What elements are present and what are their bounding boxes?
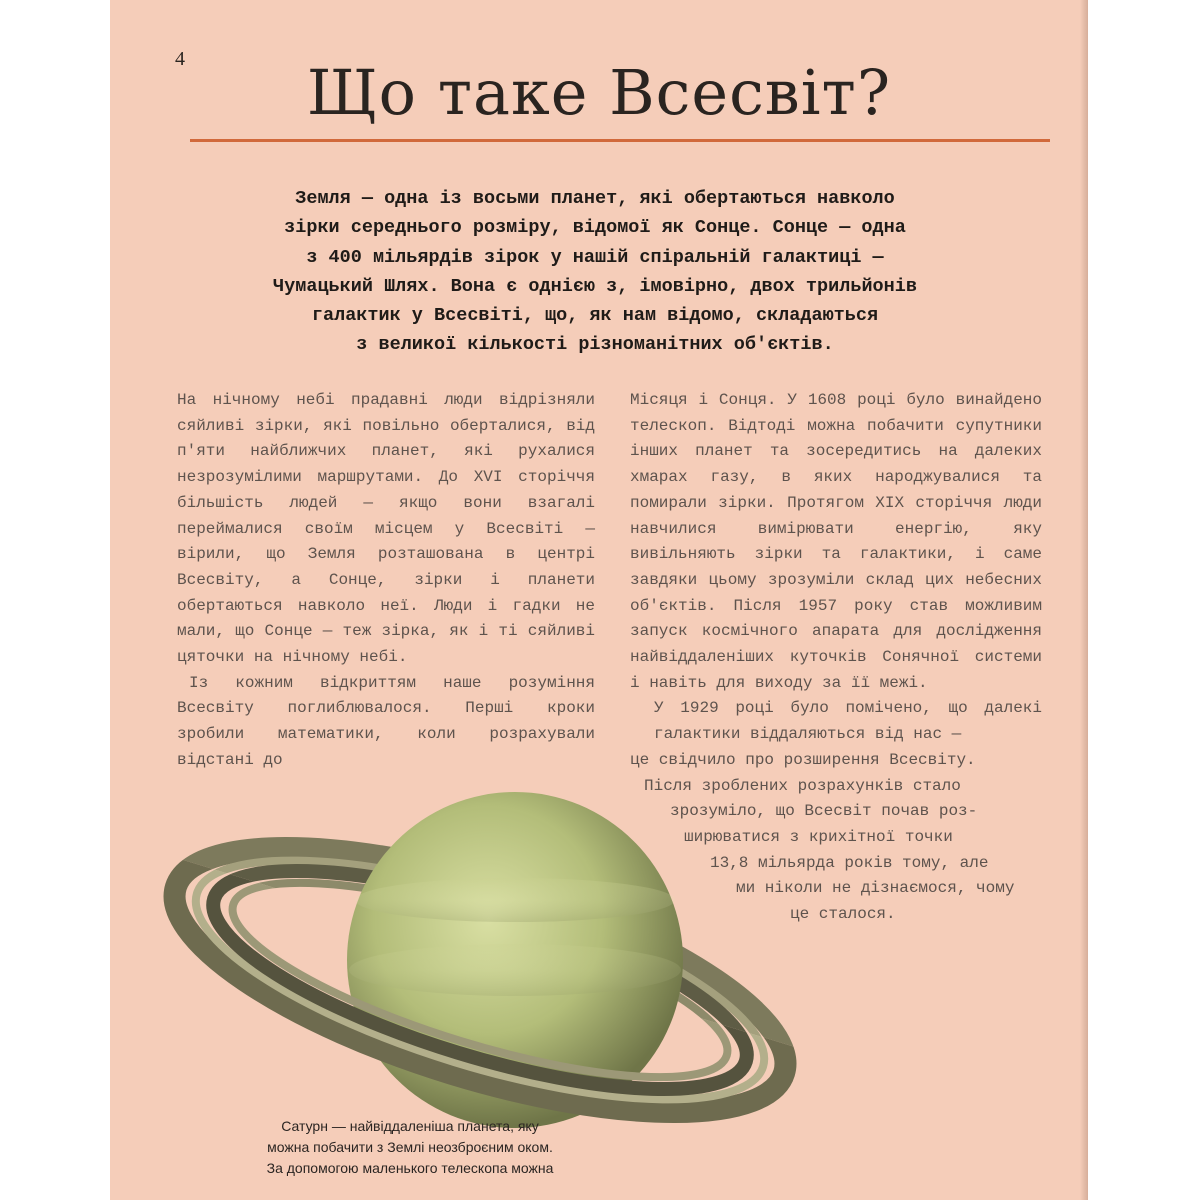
body-paragraph: Місяця і Сонця. У 1608 році було винайдено телескоп. Відтоді можна побачити супутники інших планет та зосередитись на далеких хмарах газу, в яких народжувалися та помирали зірки. Протягом XIX сторіччя люди навчилися вимірювати енергію, яку вивільняють зірки та галактики, і саме завдяки цьому зрозуміли склад цих небесних об'єктів. Після 1957 року став можливим запуск космічного апарата для дослідження найвіддаленіших куточків Сонячної системи і навіть для виходу за її межі.	[630, 391, 1042, 692]
body-line: це сталося.	[790, 905, 896, 924]
title-underline	[190, 139, 1050, 142]
body-line: ми ніколи не дізнаємося, чому	[736, 879, 1015, 898]
caption-line: За допомогою маленького телескопа можна	[266, 1160, 554, 1176]
lead-line: Земля — одна із восьми планет, які обертаються навколо	[295, 188, 895, 209]
page-number: 4	[175, 48, 185, 70]
lead-paragraph	[210, 184, 980, 360]
body-line: 13,8 мільярда років тому, але	[710, 853, 989, 872]
caption-line: Сатурн — найвіддаленіша планета, яку	[281, 1118, 539, 1134]
book-page	[110, 0, 1088, 1200]
lead-line: з великої кількості різноманітних об'єктів.	[356, 334, 834, 356]
lead-line: галактик у Всесвіті, що, як нам відомо, складаються	[311, 305, 879, 327]
body-paragraph: Із кожним відкриттям наше розуміння Всесвіту поглиблювалося. Перші кроки зробили математики, коли розрахували відстані до	[177, 673, 595, 769]
body-line: Після зроблених розрахунків стало	[644, 776, 961, 795]
page-edge-shadow	[1080, 0, 1088, 1200]
lead-line: Чумацький Шлях. Вона є однією з, імовірно, двох трильйонів	[273, 275, 917, 297]
lead-line: зірки середнього розміру, відомої як Сонце. Сонце — одна	[284, 217, 906, 239]
body-line: ширюватися з крихітної точки	[684, 827, 953, 846]
left-text-column	[177, 388, 595, 774]
figure-caption	[250, 1116, 570, 1179]
body-paragraph: На нічному небі прадавні люди відрізняли сяйливі зірки, які повільно оберталися, від п'яти найближчих планет, які рухалися незрозумілими маршрутами. До XVI сторіччя більшість людей — якщо вони взагалі переймалися своїм місцем у Всесвіті — вірили, що Земля розташована в центрі Всесвіту, а Сонце, зірки і планети обертаються навколо неї. Люди і гадки не мали, що Сонце — теж зірка, як і ті сяйливі цяточки на нічному небі.	[177, 391, 595, 667]
lead-line: з 400 мільярдів зірок у нашій спіральній галактиці —	[306, 246, 884, 268]
page-title: Що таке Всесвіт?	[306, 56, 892, 129]
body-line: У 1929 році було помічено, що далекі галактики віддаляються від нас —	[654, 699, 1042, 744]
caption-line: можна побачити з Землі неозброєним оком.	[267, 1139, 553, 1155]
body-line: зрозуміло, що Всесвіт почав роз-	[670, 802, 978, 821]
body-line: це свідчило про розширення Всесвіту.	[630, 750, 976, 769]
